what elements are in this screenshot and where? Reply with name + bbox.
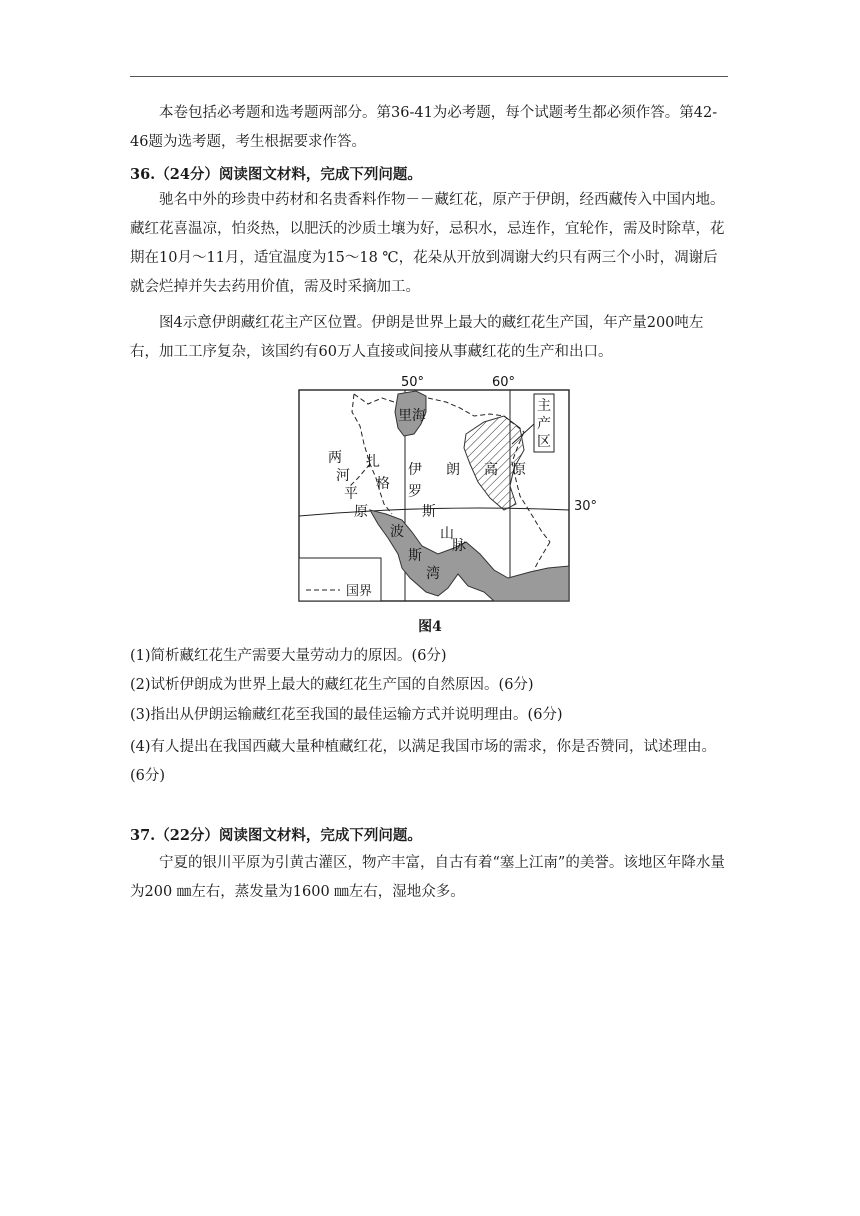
label-lon-50: 50°	[401, 375, 425, 390]
q37-paragraph-1: 宁夏的银川平原为引黄古灌区，物产丰富，自古有着“塞上江南”的美誉。该地区年降水量为200 ㎜左右，蒸发量为1600 ㎜左右，湿地众多。	[130, 855, 725, 900]
q36-paragraph-1: 驰名中外的珍贵中药材和名贵香料作物－－藏红花，原产于伊朗，经西藏传入中国内地。藏红花喜温凉，怕炎热，以肥沃的沙质土壤为好，忌积水，忌连作，宜轮作，需及时除草，花期在10月～11月，适宜温度为15～18 ℃，花朵从开放到凋谢大约只有两三个小时，凋谢后就会烂掉并失去药用价值，需及时采摘加工。	[130, 192, 725, 295]
label-zagros-2: 格	[376, 476, 390, 492]
label-zagros-4: 斯	[422, 504, 436, 520]
label-zagros-1: 扎	[366, 454, 380, 470]
label-lon-60: 60°	[492, 375, 516, 390]
label-main-2: 产	[537, 416, 551, 432]
q36-sub-4: (4)有人提出在我国西藏大量种植藏红花，以满足我国市场的需求，你是否赞同，试述理由。(6分)	[130, 739, 717, 784]
label-two-rivers-1: 两	[328, 450, 342, 466]
label-yuan: 原	[512, 462, 526, 478]
map-figure-4	[298, 372, 570, 602]
label-shan: 山	[440, 526, 454, 542]
intro-paragraph: 本卷包括必考题和选考题两部分。第36-41为必考题，每个试题考生都必须作答。第42-46题为选考题，考生根据要求作答。	[130, 105, 718, 150]
label-main-1: 主	[537, 398, 551, 414]
label-lat-30-outside: 30°	[574, 499, 598, 514]
label-gao: 高	[484, 462, 498, 478]
header-rule	[130, 76, 728, 77]
legend-label: 国界	[346, 584, 373, 599]
label-zagros-3: 罗	[408, 484, 422, 500]
q37-heading: 37.（22分）阅读图文材料，完成下列问题。	[130, 827, 422, 844]
label-gulf-3: 湾	[426, 566, 440, 582]
label-yi: 伊	[408, 462, 422, 478]
label-lang: 朗	[446, 462, 460, 478]
label-gulf-1: 波	[390, 524, 404, 540]
q36-sub-3: (3)指出从伊朗运输藏红花至我国的最佳运输方式并说明理由。(6分)	[130, 707, 563, 723]
q36-sub-1: (1)简析藏红花生产需要大量劳动力的原因。(6分)	[130, 648, 447, 664]
label-two-rivers-2: 河	[336, 468, 350, 484]
label-caspian: 里海	[398, 408, 426, 424]
figure-caption: 图4	[418, 619, 442, 635]
q36-paragraph-2: 图4示意伊朗藏红花主产区位置。伊朗是世界上最大的藏红花生产国，年产量200吨左右，加工工序复杂，该国约有60万人直接或间接从事藏红花的生产和出口。	[130, 315, 704, 360]
label-main-3: 区	[537, 434, 551, 450]
q36-sub-2: (2)试析伊朗成为世界上最大的藏红花生产国的自然原因。(6分)	[130, 677, 534, 693]
q36-heading: 36.（24分）阅读图文材料，完成下列问题。	[130, 166, 422, 183]
label-two-rivers-4: 原	[354, 504, 368, 520]
label-gulf-2: 斯	[408, 548, 422, 564]
label-mai: 脉	[452, 538, 466, 554]
label-two-rivers-3: 平	[344, 486, 358, 502]
